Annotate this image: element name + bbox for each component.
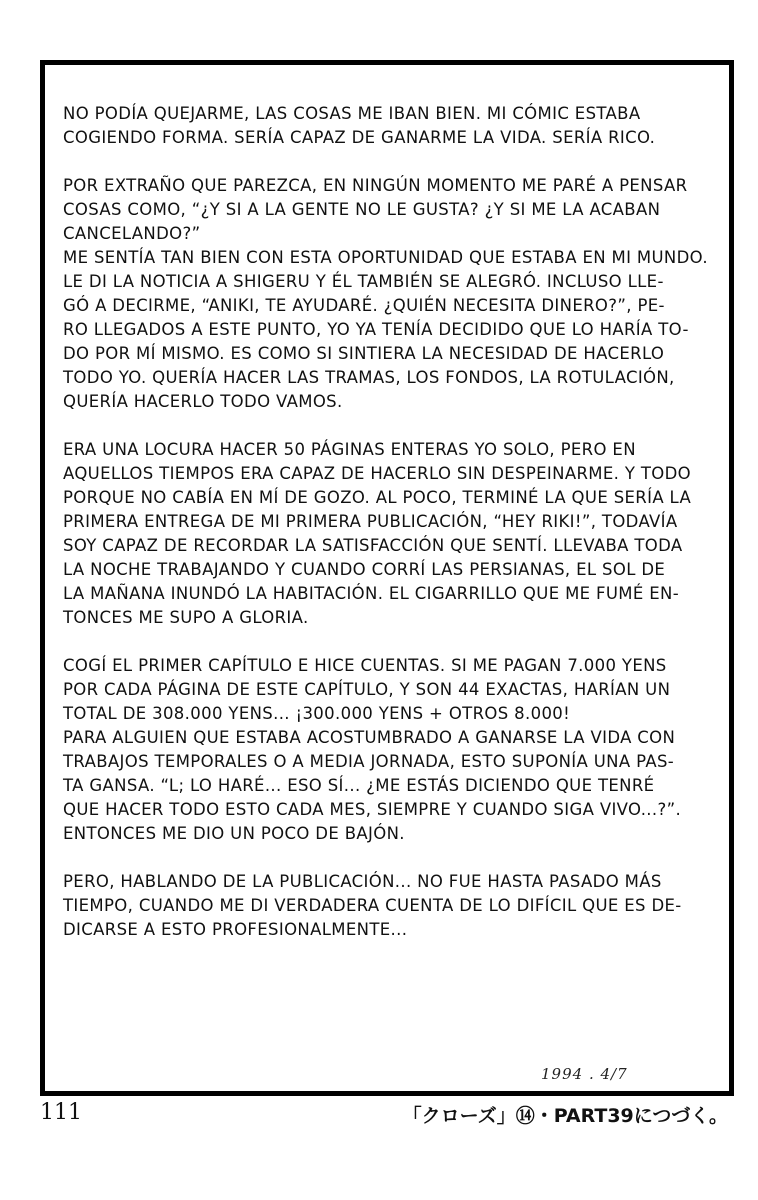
text-line: LA MAÑANA INUNDÓ LA HABITACIÓN. EL CIGARRILLO QUE ME FUMÉ EN- <box>63 584 680 603</box>
page-number: 111 <box>40 1100 82 1125</box>
handwritten-date: 1994 . 4/7 <box>541 1065 628 1083</box>
text-line: NO PODÍA QUEJARME, LAS COSAS ME IBAN BIEN. MI CÓMIC ESTABA <box>63 104 641 123</box>
text-line: GÓ A DECIRME, “ANIKI, TE AYUDARÉ. ¿QUIÉN NECESITA DINERO?”, PE- <box>63 296 665 315</box>
text-line: PERO, HABLANDO DE LA PUBLICACIÓN... NO FUE HASTA PASADO MÁS <box>63 872 662 891</box>
text-line: POR EXTRAÑO QUE PAREZCA, EN NINGÚN MOMENTO ME PARÉ A PENSAR <box>63 176 688 195</box>
paragraph-6 <box>63 726 718 846</box>
paragraph-5 <box>63 654 718 726</box>
text-line: PORQUE NO CABÍA EN MÍ DE GOZO. AL POCO, TERMINÉ LA QUE SERÍA LA <box>63 488 692 507</box>
afterword-text <box>63 102 718 966</box>
text-line: TRABAJOS TEMPORALES O A MEDIA JORNADA, ESTO SUPONÍA UNA PAS- <box>63 752 675 771</box>
text-line: DO POR MÍ MISMO. ES COMO SI SINTIERA LA NECESIDAD DE HACERLO <box>63 344 665 363</box>
text-line: POR CADA PÁGINA DE ESTE CAPÍTULO, Y SON 44 EXACTAS, HARÍAN UN <box>63 680 671 699</box>
text-line: COSAS COMO, “¿Y SI A LA GENTE NO LE GUSTA? ¿Y SI ME LA ACABAN <box>63 200 661 219</box>
text-line: TONCES ME SUPO A GLORIA. <box>63 608 309 627</box>
text-line: PRIMERA ENTREGA DE MI PRIMERA PUBLICACIÓN, “HEY RIKI!”, TODAVÍA <box>63 512 678 531</box>
text-line: AQUELLOS TIEMPOS ERA CAPAZ DE HACERLO SIN DESPEINARME. Y TODO <box>63 464 692 483</box>
text-line: TIEMPO, CUANDO ME DI VERDADERA CUENTA DE LO DIFÍCIL QUE ES DE- <box>63 896 682 915</box>
text-line: SOY CAPAZ DE RECORDAR LA SATISFACCIÓN QUE SENTÍ. LLEVABA TODA <box>63 536 683 555</box>
text-line: ERA UNA LOCURA HACER 50 PÁGINAS ENTERAS YO SOLO, PERO EN <box>63 440 636 459</box>
text-line: LE DI LA NOTICIA A SHIGERU Y ÉL TAMBIÉN SE ALEGRÓ. INCLUSO LLE- <box>63 272 664 291</box>
text-line: TODO YO. QUERÍA HACER LAS TRAMAS, LOS FONDOS, LA ROTULACIÓN, <box>63 368 675 387</box>
text-line: CANCELANDO?” <box>63 224 201 243</box>
text-line: ENTONCES ME DIO UN POCO DE BAJÓN. <box>63 824 405 843</box>
paragraph-3 <box>63 246 718 414</box>
paragraph-2 <box>63 174 718 246</box>
text-line: TOTAL DE 308.000 YENS... ¡300.000 YENS + OTROS 8.000! <box>63 704 571 723</box>
text-line: ME SENTÍA TAN BIEN CON ESTA OPORTUNIDAD QUE ESTABA EN MI MUNDO. <box>63 248 708 267</box>
continuation-note: 「クローズ」⑭・PART39につづく。 <box>402 1105 728 1127</box>
text-line: RO LLEGADOS A ESTE PUNTO, YO YA TENÍA DECIDIDO QUE LO HARÍA TO- <box>63 320 689 339</box>
paragraph-1 <box>63 102 718 150</box>
text-line: COGÍ EL PRIMER CAPÍTULO E HICE CUENTAS. SI ME PAGAN 7.000 YENS <box>63 656 667 675</box>
text-line: DICARSE A ESTO PROFESIONALMENTE... <box>63 920 408 939</box>
text-line: TA GANSA. “L; LO HARÉ... ESO SÍ... ¿ME ESTÁS DICIENDO QUE TENRÉ <box>63 776 655 795</box>
text-line: QUERÍA HACERLO TODO VAMOS. <box>63 392 343 411</box>
text-line: LA NOCHE TRABAJANDO Y CUANDO CORRÍ LAS PERSIANAS, EL SOL DE <box>63 560 666 579</box>
text-line: PARA ALGUIEN QUE ESTABA ACOSTUMBRADO A GANARSE LA VIDA CON <box>63 728 676 747</box>
text-line: COGIENDO FORMA. SERÍA CAPAZ DE GANARME LA VIDA. SERÍA RICO. <box>63 128 656 147</box>
paragraph-7 <box>63 870 718 942</box>
paragraph-4 <box>63 438 718 630</box>
text-line: QUE HACER TODO ESTO CADA MES, SIEMPRE Y CUANDO SIGA VIVO...?”. <box>63 800 682 819</box>
text-panel-frame <box>40 60 734 1096</box>
